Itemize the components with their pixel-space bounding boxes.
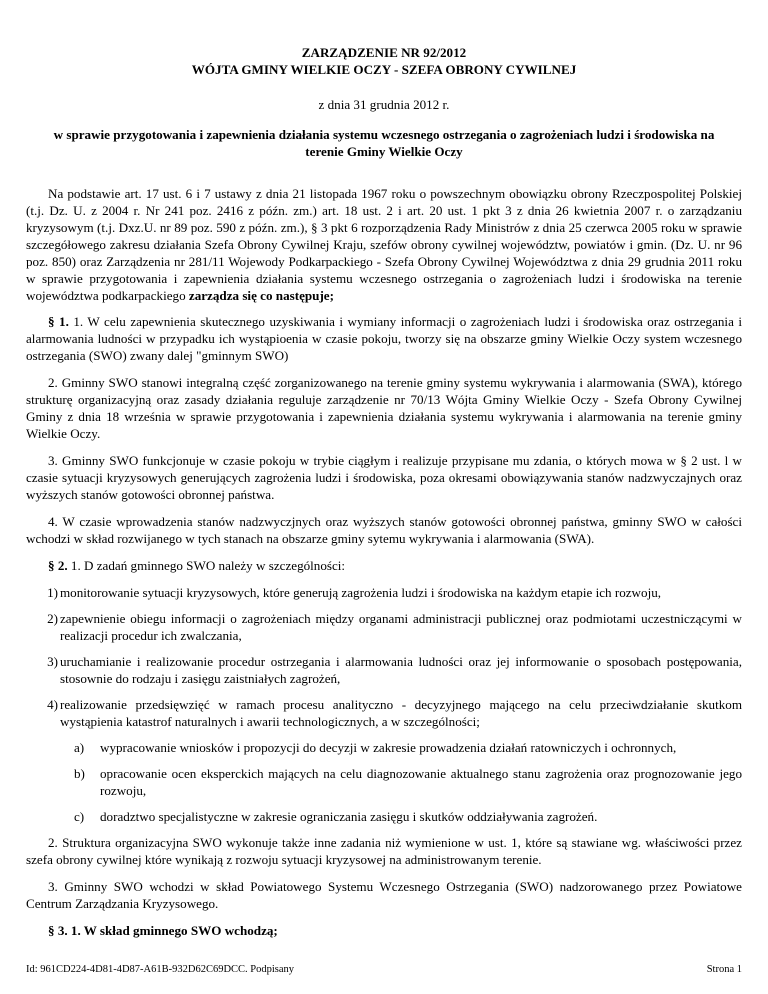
list-item-number: 3) [47, 654, 58, 669]
list-item-number: 1) [47, 585, 58, 600]
list-item-number: 4) [47, 697, 58, 712]
document-title-line2: WÓJTA GMINY WIELKIE OCZY - SZEFA OBRONY CYWILNEJ [191, 62, 577, 77]
preamble-text: Na podstawie art. 17 ust. 6 i 7 ustawy z dnia 21 listopada 1967 roku o powszechnym obowiązku obrony Rzeczpospolitej Polskiej (t.j. Dz. U. z 2004 r. Nr 241 poz. 2416 z późn. zm.) art. 18 ust. 2 i art. 20 ust. 1 pkt 3 z dnia 26 kwietnia 2007 r. o zarządzaniu kryzysowym (t.j. Dxz.U. nr 89 poz. 590 z późn. zm.), § 3 pkt 6 rozporządzenia Rady Ministrów z dnia 25 czerwca 2005 roku w sprawie szczegółowego zakresu działania Szefa Obrony Cywilnej Kraju, szefów obrony cywilnej województw, powiatów i gmin. (Dz. U. nr 96 poz. 850) oraz Zarządzenia nr 281/11 Wojewody Podkarpackiego - Szefa Obrony Cywilnej Województwa z dnia 29 grudnia 2011 roku w sprawie przygotowania i zapewnienia działania systemu wczesnego ostrzegania o zagrożeniach ludzi i środowiska na terenie województwa podkarpackiego [26, 186, 742, 303]
document-id: Id: 961CD224-4D81-4D87-A61B-932D62C69DCC. Podpisany [26, 964, 295, 975]
page-number: Strona 1 [706, 964, 742, 975]
sub-list-item-text: wypracowanie wniosków i propozycji do decyzji w zakresie prowadzenia działań ratowniczych i ochronnych, [100, 740, 677, 755]
preamble [26, 185, 742, 304]
list-item-number: 2) [47, 611, 58, 626]
list-item-text: uruchamianie i realizowanie procedur ostrzegania i alarmowania ludności oraz jej informowanie o sposobach postępowania, stosownie do rodzaju i zasięgu zaistniałych zagrożeń, [60, 654, 742, 686]
section1-paragraph3: 3. Gminny SWO funkcjonuje w czasie pokoju w trybie ciągłym i realizuje przypisane mu zdania, o których mowa w § 2 ust. l w czasie sytuacji kryzysowych generujących zagrożenia ludzi i środowiska, poza okresami obowiązywania stanów nadzwyczajnych oraz wyższych stanów gotowości obronnej państwa. [26, 453, 742, 502]
list-item [26, 696, 742, 730]
section2-intro-text: 1. D zadań gminnego SWO należy w szczególności: [67, 558, 346, 573]
section2-mark: § 2. [48, 558, 68, 573]
sub-list-item [26, 739, 742, 756]
section3-mark: § 3. [48, 923, 68, 938]
section2-paragraph2: 2. Struktura organizacyjna SWO wykonuje także inne zadania niż wymienione w ust. 1, które są stawiane wg. właściwości przez szefa obrony cywilnej które wynikają z rozwoju sytuacji kryzysowej na administrowanym terenie. [26, 835, 742, 867]
document-body [26, 185, 742, 949]
section3-intro-text: 1. W skład gminnego SWO wchodzą; [67, 923, 278, 938]
sub-list-item-letter: b) [74, 766, 85, 781]
list-item [26, 584, 742, 601]
list-item [26, 653, 742, 687]
list-item [26, 610, 742, 644]
document-title-line1: ZARZĄDZENIE NR 92/2012 [301, 45, 467, 60]
document-subject: w sprawie przygotowania i zapewnienia działania systemu wczesnego ostrzegania o zagrożeniach ludzi i środowiska na terenie Gminy Wielkie Oczy [53, 127, 715, 159]
sub-list-item-text: doradztwo specjalistyczne w zakresie ograniczania zasięgu i skutków oddziaływania zagrożeń. [100, 809, 598, 824]
document-date: z dnia 31 grudnia 2012 r. [318, 97, 450, 112]
section1-mark: § 1. [48, 314, 69, 329]
sub-list-item-text: opracowanie ocen eksperckich mających na celu diagnozowanie aktualnego stanu zagrożenia oraz prognozowanie jego rozwoju, [100, 766, 742, 798]
sub-list-item-letter: c) [74, 809, 85, 824]
sub-list-item-letter: a) [74, 740, 85, 755]
section2-intro [26, 557, 742, 574]
section1-paragraph1 [26, 313, 742, 364]
sub-list-item [26, 765, 742, 799]
preamble-bold-end: zarządza się co następuje; [188, 288, 334, 303]
section1-paragraph4: 4. W czasie wprowadzenia stanów nadzwyczjnych oraz wyższych stanów gotowości obronnej państwa, gminny SWO w całości wchodzi w skład rozwijanego w tych stanach na obszarze gminy sytemu wykrywania i alarmowania (SWA). [26, 514, 742, 546]
sub-list-item [26, 808, 742, 825]
section1-paragraph2: 2. Gminny SWO stanowi integralną część zorganizowanego na terenie gminy systemu wykrywania i alarmowania (SWA), którego strukturę organizacyjną oraz zasady działania reguluje zarządzenie nr 70/13 Wójta Gminy Wielkie Oczy - Szefa Obrony Cywilnej Gminy z dnia 18 września w sprawie przygotowania i zapewnienia działania systemu wykrywania i alarmowania na terenie gminy Wielkie Oczy. [26, 375, 742, 441]
section3-intro [26, 922, 742, 939]
section1-p1-text: 1. W celu zapewnienia skutecznego uzyskiwania i wymiany informacji o zagrożeniach ludzi i środowiska oraz ostrzegania i alarmowania ludności w przypadku ich wystąpioenia w czasie pokoju, tworzy się na obszarze gminy Wielkie Oczy system wczesnego ostrzegania (SWO) zwany dalej "gminnym SWO) [26, 314, 743, 363]
section2-paragraph3: 3. Gminny SWO wchodzi w skład Powiatowego Systemu Wczesnego Ostrzegania (SWO) nadzorowanego przez Powiatowe Centrum Zarządzania Kryzysowego. [26, 879, 742, 911]
list-item-text: monitorowanie sytuacji kryzysowych, które generują zagrożenia ludzi i środowiska na każdym etapie ich rozwoju, [60, 585, 662, 600]
list-item-text: realizowanie przedsięwzięć w ramach procesu analityczno - decyzyjnego mającego na celu przeciwdziałanie skutkom wystąpienia katastrof naturalnych i awarii technologicznych, a w szczególności; [60, 697, 742, 729]
list-item-text: zapewnienie obiegu informacji o zagrożeniach między organami administracji publicznej oraz podmiotami uczestniczącymi w realizacji procedur ich zwalczania, [60, 611, 742, 643]
